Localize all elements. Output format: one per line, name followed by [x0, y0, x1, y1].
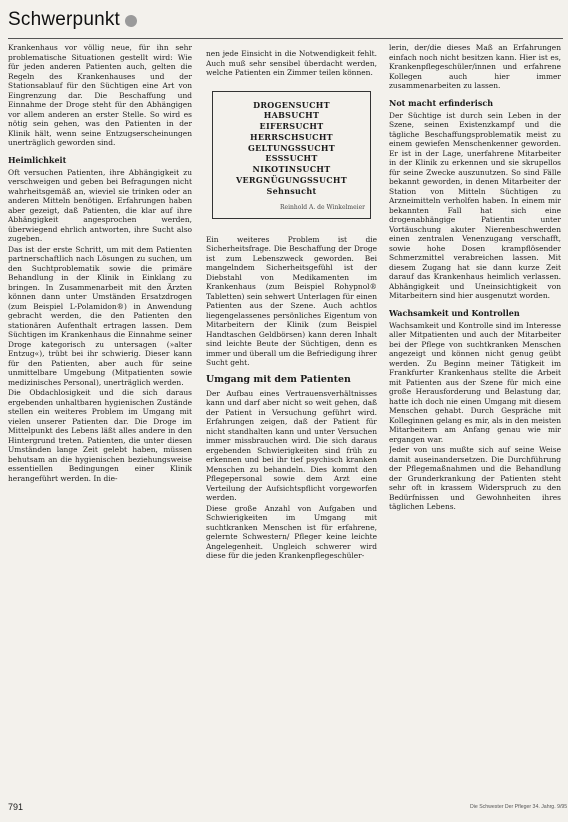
box-credit: Reinhold A. de Winkelmeier — [280, 203, 365, 211]
subheading: Heimlichkeit — [8, 154, 67, 165]
subheading: Not macht erfinderisch — [389, 97, 494, 108]
paragraph: lerin, der/die dieses Maß an Erfahrungen einfach noch nicht besitzen kann. Hier ist es, Krankenpflegeschüler/innen und erfahrene Kollegen auch hier immer zusammenarbeiten zu lassen. — [389, 43, 561, 90]
box-line: EIFERSUCHT — [259, 121, 324, 132]
subheading: Umgang mit dem Patienten — [206, 373, 351, 385]
text-column-1 — [8, 43, 192, 798]
subheading: Wachsamkeit und Kontrollen — [389, 307, 520, 318]
paragraph: Die Obdachlosigkeit und die sich daraus ergebenden unhaltbaren hygienischen Zustände stellen ein weiteres Problem im Umgang mit vielen unserer Patienten dar. Die Droge im Mittelpunkt des Lebens läßt alles andere in den Hintergrund treten. Patienten, die unter diesen Umständen lange Zeit gelebt haben, müssen behutsam an die hygienischen beziehungsweise essentiellen Bedingungen einer Klinik herangeführt werden. In die- — [8, 388, 192, 483]
paragraph: Oft versuchen Patienten, ihre Abhängigkeit zu verschweigen und geben bei Befragungen nicht wahrheitsgemäß an, wieviel sie trinken oder an anderen Mitteln benötigen. Erfahrungen haben aber gezeigt, daß Patienten, die klar auf ihre Abhängigkeit angesprochen werden, überwiegend ehrlich antworten, ihre Sucht also zugeben. — [8, 167, 192, 243]
paragraph: nen jede Einsicht in die Notwendigkeit fehlt. Auch muß sehr sensibel überdacht werden, welche Patienten ein Zimmer teilen können. — [206, 49, 377, 77]
text-column-3 — [389, 43, 561, 806]
text-column-2 — [206, 49, 377, 807]
paragraph: Jeder von uns mußte sich auf seine Weise damit auseinandersetzen. Die Durchführung der Pflegemaßnahmen und die Behandlung der Grunderkrankung der Patienten steht sehr oft in krassem Widerspruch zu den Bedürfnissen und Gewohnheiten ihres täglichen Lebens. — [389, 445, 561, 511]
box-line: Sehnsucht — [266, 185, 317, 196]
paragraph: Wachsamkeit und Kontrolle sind im Interesse aller Mitpatienten und auch der Mitarbeiter bei der Pflege von suchtkranken Menschen angezeigt und können nicht genug geübt werden. Zu Beginn meiner Tätigkeit im Frankfurter Krankenhaus stellte die Arbeit mit Patienten aus der Szene für mich eine große Herausforderung und Belastung dar, hatte ich doch nie einen Umgang mit diesem Menschen gehabt. Durch Gespräche mit Kolleginnen gelang es mir, als in den meisten Mitarbeitern am Anfang genau wie mir ergangen war. — [389, 320, 561, 444]
box-line: DROGENSUCHT — [253, 99, 330, 110]
paragraph: Diese große Anzahl von Aufgaben und Schwierigkeiten im Umgang mit suchtkranken Menschen ist für erfahrene, gelernte Schwestern/ Pfleger keine leichte Angelegenheit. Ungleich schwerer wird diese für die jeden Krankenpflegeschüler- — [206, 503, 377, 561]
box-line: GELTUNGSSUCHT — [247, 142, 336, 153]
sucht-list-box — [212, 91, 371, 219]
paragraph: Ein weiteres Problem ist die Sicherheitsfrage. Die Beschaffung der Droge ist zum Lebenszweck geworden. Bei mangelndem Sicherheitsgefühl ist der Diebstahl von Medikamenten im Krankenhaus (zum Beispiel Rohypnol® Tabletten) sein sehwert Unterlagen für einen Patienten aus der Szene. Auch achtlos liegengelassenes persönliches Eigentum von Mitarbeitern der Klinik (zum Beispiel Handtaschen Geldbörsen) kann deren Inhalt sind leichte Beute der Süchtigen, denn es immer und überall um die Befriedigung ihrer Sucht geht. — [206, 234, 377, 368]
journal-source: Die Schwester Der Pfleger 34. Jahrg. 9/95 — [470, 804, 568, 810]
box-line: HABSUCHT — [263, 110, 320, 121]
section-title: Schwerpunkt — [8, 9, 121, 30]
section-dot-icon — [125, 15, 137, 27]
box-line: HERRSCHSUCHT — [250, 131, 333, 142]
page-header — [8, 6, 137, 34]
box-line: VERGNÜGUNGSSUCHT — [235, 175, 348, 186]
box-line: NIKOTINSUCHT — [252, 164, 331, 175]
paragraph: Das ist der erste Schritt, um mit dem Patienten partnerschaftlich nach Lösungen zu suchen, um den Suchtproblematik sowie die primäre Behandlung in der Klinik in Einklang zu bringen. In Zusammenarbeit mit den Ärzten können dann unter Umständen Ersatzdrogen (zum Beispiel L-Polamidon®) in Anwendung gebracht werden, die den Patienten den stationären Aufenthalt ertragen lassen. Dem Süchtigen im Krankenhaus die Einnahme seiner Droge kategorisch zu untersagen (»alter Entzug«), trübt bei ihr schwierig. Dieser kann für den Patienten, aber auch für seine unmittelbare Umgebung (Mitpatienten sowie medizinisches Personal), unerträglich werden. — [8, 244, 192, 387]
page-number: 791 — [8, 802, 24, 812]
paragraph: Der Aufbau eines Vertrauensverhältnisses kann und darf aber nicht so weit gehen, daß der Patient in Versuchung geführt wird. Erfahrungen zeigen, daß der Patient für nicht standhalten kann und unter Versuchen immer missbrauchen wird. Die sich daraus ergebenden Schwierigkeiten sind früh zu erkennen und bei ihr tief psychisch kranken Menschen zu behandeln. Dies kommt den Pflegepersonal sowie dem Arzt eine Verteilung der Aufsichtspflicht vorgeworfen werden. — [206, 388, 377, 503]
header-rule — [8, 38, 563, 39]
paragraph: Der Süchtige ist durch sein Leben in der Szene, seinen Existenzkampf und die tägliche Beschaffungsproblematik meist zu einem gewiefen Menschenkenner geworden. Er ist in der Lage, unerfahrene Mitarbeiter in der Klinik zu erkennen und sie skrupellos für seine Zwecke auszunutzen. So sind Fälle bekannt geworden, in denen Mitarbeiter der Station von Mitteln Süchtigen zu Arzneimitteln verholfen haben. In einem mir bekannten Fall hat sich eine drogenabhängige Patientin unter Vortäuschung akuter Nierenbeschwerden einen zentralen Venenzugang verschafft, sowie hohe Dosen krampflösender Schmerzmittel verabreichen lassen. Mit diesem Zugang hat sie dann kurze Zeit darauf das Krankenhaus heimlich verlassen. Abhängigkeit und Uneinsichtigkeit von Mitarbeitern sind hier ausgenutzt worden. — [389, 110, 561, 300]
box-line: ESSSUCHT — [265, 153, 318, 164]
paragraph: Krankenhaus vor völlig neue, für ihn sehr problematische Situationen gestellt wird: Wie für jeden anderen Patienten auch, gelten die Regeln des Krankenhauses und der Stationsablauf für den Süchtigen eine Art von Eingrenzung dar. Die Beschaffung und Einnahme der Droge steht für den Abhängigen vor allem anderen an erster Stelle. So wird es nötig sein gehen, was den Patienten in der Klinik hält, wenn seine Entzugserscheinungen unerträglich geworden sind. — [8, 43, 192, 147]
